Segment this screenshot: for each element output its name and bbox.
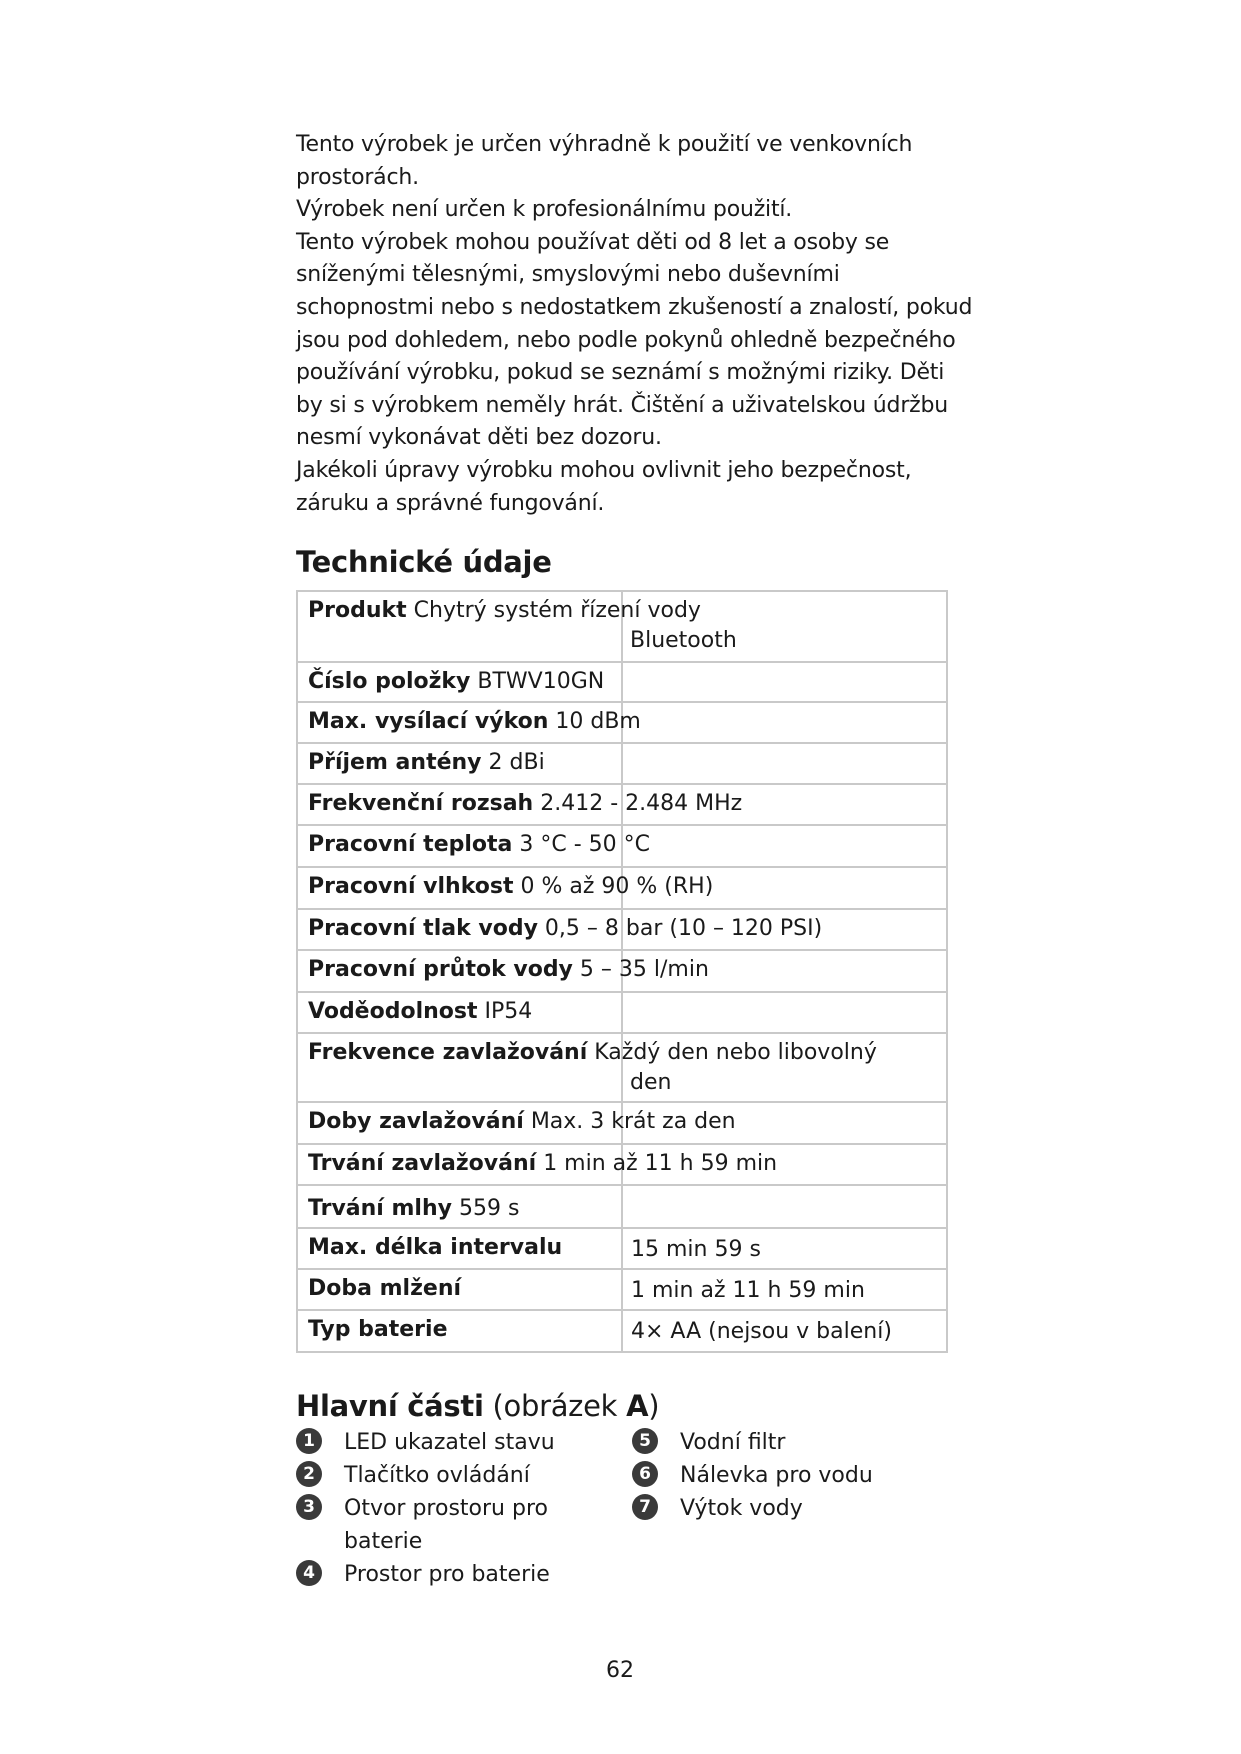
spec-label: Pracovní průtok vody <box>308 957 573 982</box>
part-label: Otvor prostoru pro <box>344 1496 548 1521</box>
spec-value: IP54 <box>484 999 533 1024</box>
parts-heading-ref: (obrázek <box>483 1389 627 1423</box>
table-row <box>298 663 946 703</box>
page-number: 62 <box>606 1658 634 1683</box>
number-badge: 5 <box>632 1428 658 1454</box>
table-row <box>298 1311 946 1351</box>
intro-text <box>296 129 976 520</box>
parts-heading-letter: A <box>626 1389 649 1423</box>
parts-heading-title: Hlavní části <box>296 1389 484 1423</box>
spec-label: Trvání zavlažování <box>308 1151 537 1176</box>
intro-paragraph: Tento výrobek je určen výhradně k použití ve venkovních prostorách. <box>296 132 913 190</box>
spec-label: Produkt <box>308 598 407 623</box>
spec-value: Každý den nebo libovolný <box>594 1040 877 1065</box>
parts-heading <box>296 1389 659 1423</box>
spec-label: Doba mlžení <box>308 1276 462 1301</box>
intro-paragraph: Tento výrobek mohou používat děti od 8 let a osoby se sníženými tělesnými, smyslovými nebo duševními schopnostmi nebo s nedostatkem zkušeností a znalostí, pokud jsou pod dohledem, nebo podle pokynů ohledně bezpečného používání výrobku, pokud se seznámí s možnými riziky. Děti by si s výrobkem neměly hrát. Čištění a uživatelskou údržbu nesmí vykonávat děti bez dozoru. <box>296 229 973 451</box>
table-row <box>298 1270 946 1311</box>
number-badge: 4 <box>296 1560 322 1586</box>
spec-value: 2.412 - 2.484 MHz <box>540 791 743 816</box>
table-row <box>298 1103 946 1145</box>
spec-value-cont: Bluetooth <box>630 628 737 653</box>
tech-heading: Technické údaje <box>296 545 552 579</box>
spec-value: 15 min 59 s <box>631 1237 761 1262</box>
spec-label: Voděodolnost <box>308 999 478 1024</box>
spec-label: Max. délka intervalu <box>308 1235 563 1260</box>
spec-table <box>296 590 948 1353</box>
number-badge: 3 <box>296 1494 322 1520</box>
table-row <box>298 1186 946 1229</box>
number-badge: 6 <box>632 1461 658 1487</box>
table-row <box>298 785 946 826</box>
table-row <box>298 703 946 744</box>
table-row <box>298 868 946 910</box>
part-label: Tlačítko ovládání <box>344 1463 530 1488</box>
number-badge: 2 <box>296 1461 322 1487</box>
spec-value-cont: den <box>630 1070 672 1095</box>
spec-label: Pracovní tlak vody <box>308 916 538 941</box>
spec-value: 1 min až 11 h 59 min <box>543 1151 778 1176</box>
table-row <box>298 993 946 1034</box>
part-label: Výtok vody <box>680 1496 803 1521</box>
table-row <box>298 1229 946 1270</box>
table-row <box>298 592 946 663</box>
spec-label: Trvání mlhy <box>308 1196 452 1221</box>
part-label-cont: baterie <box>344 1529 423 1554</box>
table-row <box>298 1034 946 1103</box>
spec-label: Příjem antény <box>308 750 482 775</box>
spec-value: Chytrý systém řízení vody <box>413 598 701 623</box>
table-row <box>298 826 946 868</box>
table-row <box>298 744 946 785</box>
table-row <box>298 1145 946 1186</box>
table-row <box>298 910 946 951</box>
number-badge: 1 <box>296 1428 322 1454</box>
spec-label: Frekvence zavlažování <box>308 1040 588 1065</box>
spec-value: 1 min až 11 h 59 min <box>631 1278 865 1303</box>
spec-value: 2 dBi <box>488 750 545 775</box>
intro-paragraph: Jakékoli úpravy výrobku mohou ovlivnit jeho bezpečnost, záruku a správné fungování. <box>296 457 912 516</box>
spec-label: Číslo položky <box>308 669 471 694</box>
spec-value: 3 °C - 50 °C <box>519 832 651 857</box>
spec-value: 0,5 – 8 bar (10 – 120 PSI) <box>544 916 823 941</box>
spec-value: 5 – 35 l/min <box>579 957 709 982</box>
parts-heading-ref-close: ) <box>648 1389 660 1423</box>
number-badge: 7 <box>632 1494 658 1520</box>
spec-value: Max. 3 krát za den <box>530 1109 736 1134</box>
part-label: Nálevka pro vodu <box>680 1463 873 1488</box>
spec-value: 559 s <box>458 1196 520 1221</box>
part-label: Vodní filtr <box>680 1430 786 1455</box>
part-label: LED ukazatel stavu <box>344 1430 555 1455</box>
spec-value: 10 dBm <box>555 709 641 734</box>
table-row <box>298 951 946 993</box>
spec-label: Pracovní teplota <box>308 832 513 857</box>
spec-value: 4× AA (nejsou v balení) <box>631 1319 892 1344</box>
spec-label: Max. vysílací výkon <box>308 709 549 734</box>
part-label: Prostor pro baterie <box>344 1562 550 1587</box>
spec-label: Doby zavlažování <box>308 1109 524 1134</box>
spec-label: Frekvenční rozsah <box>308 791 534 816</box>
spec-label: Typ baterie <box>308 1317 448 1342</box>
spec-value: 0 % až 90 % (RH) <box>520 874 714 899</box>
spec-value: BTWV10GN <box>477 669 605 694</box>
intro-paragraph: Výrobek není určen k profesionálnímu použití. <box>296 197 793 223</box>
spec-label: Pracovní vlhkost <box>308 874 514 899</box>
